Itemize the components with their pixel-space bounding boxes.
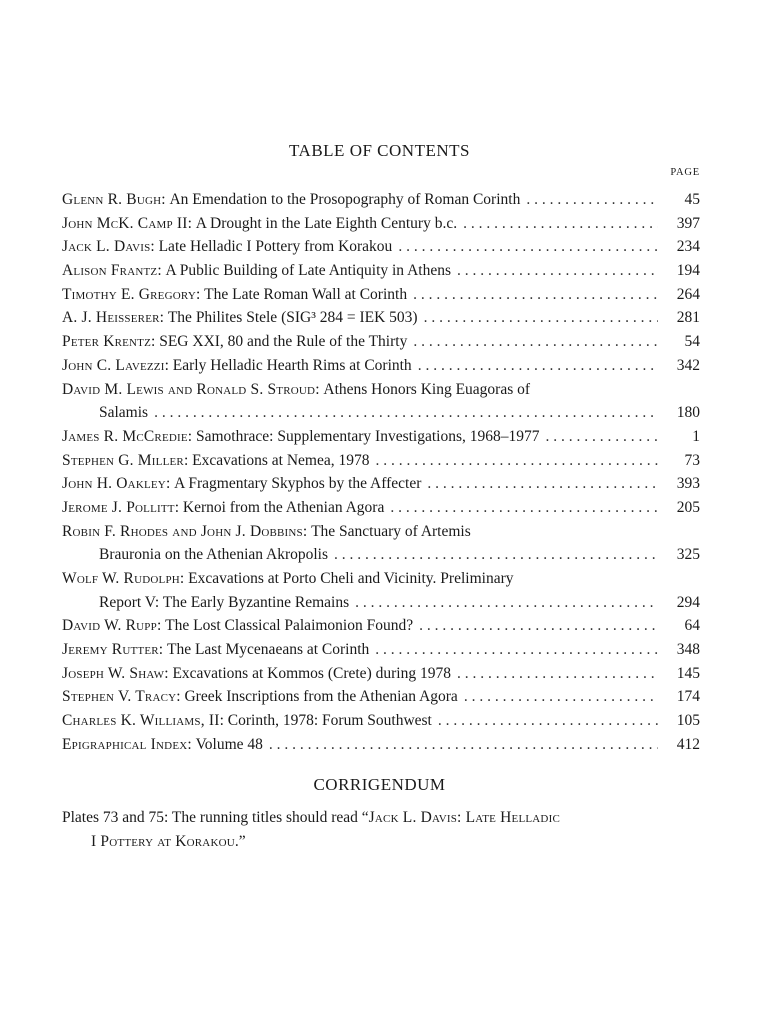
toc-entry-title: Kernoi from the Athenian Agora	[182, 498, 385, 516]
toc-entry-author: John McK. Camp II	[62, 214, 188, 232]
toc-entry-list	[62, 188, 700, 757]
toc-entry-separator: :	[150, 238, 159, 256]
toc-entry-page-number: 1	[692, 427, 700, 445]
toc-entry-line	[62, 425, 700, 449]
corrigendum-suffix: .”	[234, 832, 246, 850]
toc-entry-page-number: 64	[684, 617, 700, 635]
dot-leader	[438, 709, 658, 733]
dot-leader	[398, 235, 658, 259]
toc-entry-page-number: 294	[676, 593, 700, 611]
toc-entry-line	[62, 685, 700, 709]
dot-leader	[413, 283, 658, 307]
toc-entry	[62, 425, 700, 449]
toc-entry-page-number: 54	[684, 333, 700, 351]
dot-leader	[546, 425, 658, 449]
toc-entry-author: Jeremy Rutter	[62, 641, 159, 659]
dot-leader	[457, 259, 658, 283]
toc-entry-author: David W. Rupp	[62, 617, 157, 635]
dot-leader	[413, 330, 658, 354]
corrigendum-heading: CORRIGENDUM	[313, 775, 446, 794]
toc-entry-line	[62, 259, 700, 283]
toc-entry-title: The Late Roman Wall at Corinth	[204, 285, 408, 303]
toc-entry-line	[62, 306, 700, 330]
dot-leader	[418, 354, 658, 378]
toc-entry	[62, 259, 700, 283]
toc-entry-separator: :	[195, 285, 205, 303]
toc-entry-page-number: 325	[676, 546, 700, 564]
toc-entry-separator: :	[174, 498, 183, 516]
toc-entry-separator: :	[164, 356, 173, 374]
toc-entry-title: Excavations at Kommos (Crete) during 1978	[172, 664, 451, 682]
toc-entry-author: Jack L. Davis	[62, 238, 151, 256]
toc-entry	[62, 733, 700, 757]
toc-entry-author: Peter Krentz	[62, 333, 152, 351]
toc-entry-line	[62, 401, 700, 425]
toc-entry-separator: :	[187, 214, 196, 232]
toc-entry-line	[62, 235, 700, 259]
toc-entry-author: Charles K. Williams, II	[62, 712, 220, 730]
toc-entry-page-number: 174	[676, 688, 700, 706]
toc-entry-title: Corinth, 1978: Forum Southwest	[227, 712, 432, 730]
toc-entry-title: Athens Honors King Euagoras of	[323, 380, 531, 398]
toc-entry-author: John H. Oakley	[62, 475, 166, 493]
toc-entry-separator: :	[158, 641, 167, 659]
toc-entry-author: Wolf W. Rudolph	[62, 570, 180, 587]
toc-entry-separator: :	[165, 475, 175, 493]
toc-entry-title: SEG XXI, 80 and the Rule of the Thirty	[159, 333, 408, 351]
toc-entry-page-number: 348	[676, 641, 700, 659]
toc-entry	[62, 496, 700, 520]
dot-leader	[269, 733, 658, 757]
toc-entry-author: Alison Frantz	[62, 262, 158, 280]
toc-entry-title: The Philites Stele (SIG³ 284 = IEK 503)	[167, 309, 418, 327]
toc-entry-title: Late Helladic I Pottery from Korakou	[158, 238, 393, 256]
toc-entry	[62, 472, 700, 496]
page-column-label: PAGE	[670, 167, 700, 178]
toc-entry-title: Greek Inscriptions from the Athenian Agora	[184, 688, 458, 706]
toc-entry-page-number: 412	[676, 735, 700, 753]
toc-entry-separator: :	[164, 664, 173, 682]
toc-entry-author: John C. Lavezzi	[62, 356, 165, 374]
toc-entry	[62, 212, 700, 236]
toc-entry	[62, 614, 700, 638]
dot-leader	[154, 401, 658, 425]
toc-entry-page-number: 234	[676, 238, 700, 256]
toc-entry-author: James R. McCredie	[62, 427, 188, 445]
toc-entry-title: Brauronia on the Athenian Akropolis	[99, 546, 329, 564]
toc-entry-title: Excavations at Nemea, 1978	[192, 451, 370, 469]
toc-entry-title: The Lost Classical Palaimonion Found?	[165, 617, 414, 635]
toc-entry-separator: :	[183, 451, 193, 469]
toc-entry-separator: :	[156, 617, 166, 635]
toc-entry-page-number: 105	[676, 712, 700, 730]
toc-entry-separator: :	[179, 570, 189, 587]
toc-entry-page-number: 397	[676, 214, 700, 232]
toc-entry-page-number: 205	[676, 498, 700, 516]
toc-entry-separator: :	[176, 688, 185, 706]
toc-entry-page-number: 281	[676, 309, 700, 327]
toc-entry-author: Stephen G. Miller	[62, 451, 184, 469]
toc-entry-author: Epigraphical Index	[62, 735, 188, 753]
toc-entry-title: A Public Building of Late Antiquity in Athens	[165, 262, 451, 280]
toc-entry-line	[62, 472, 700, 496]
toc-entry-separator: :	[187, 427, 196, 445]
toc-entry-title: Excavations at Porto Cheli and Vicinity. Preliminary	[188, 570, 514, 587]
toc-entry-page-number: 342	[676, 356, 700, 374]
toc-entry-page-number: 194	[676, 262, 700, 280]
toc-entry-line	[62, 283, 700, 307]
toc-entry-separator: :	[187, 735, 196, 753]
toc-entry-author: Timothy E. Gregory	[62, 285, 196, 303]
toc-entry-separator: :	[159, 309, 168, 327]
toc-entry-line	[62, 638, 700, 662]
toc-entry-title: The Last Mycenaeans at Corinth	[166, 641, 370, 659]
toc-entry	[62, 235, 700, 259]
toc-entry	[62, 306, 700, 330]
toc-entry	[62, 378, 700, 425]
toc-entry	[62, 638, 700, 662]
toc-entry-page-number: 73	[684, 451, 700, 469]
toc-entry-line	[62, 709, 700, 733]
toc-entry	[62, 567, 700, 614]
toc-entry-author: Joseph W. Shaw	[62, 664, 165, 682]
corrigendum-running-title-part1: Jack L. Davis: Late Helladic	[368, 809, 560, 826]
toc-entry-separator: :	[219, 712, 228, 730]
toc-entry-line	[62, 354, 700, 378]
dot-leader	[334, 543, 658, 567]
toc-entry-line	[62, 520, 700, 544]
toc-entry-author: Glenn R. Bugh	[62, 191, 162, 208]
toc-entry-author: Stephen V. Tracy	[62, 688, 177, 706]
toc-entry-line	[62, 330, 700, 354]
toc-entry-title: Report V: The Early Byzantine Remains	[99, 593, 350, 611]
toc-entry-author: A. J. Heisserer	[62, 309, 160, 327]
toc-entry	[62, 283, 700, 307]
toc-entry	[62, 354, 700, 378]
corrigendum-prefix: Plates 73 and 75: The running titles should read “	[62, 809, 369, 826]
toc-entry-separator: :	[151, 333, 160, 351]
toc-entry-title: An Emendation to the Prosopography of Roman Corinth	[169, 191, 521, 208]
toc-entry-author: Jerome J. Pollitt	[62, 498, 175, 516]
dot-leader	[390, 496, 658, 520]
toc-entry-page-number: 393	[676, 475, 700, 493]
dot-leader	[424, 306, 658, 330]
toc-entry	[62, 520, 700, 567]
toc-entry	[62, 662, 700, 686]
toc-entry-title: Samothrace: Supplementary Investigations, 1968–1977	[195, 427, 540, 445]
toc-entry-line	[62, 188, 700, 212]
dot-leader	[464, 685, 658, 709]
toc-entry-line	[62, 662, 700, 686]
dot-leader	[355, 591, 658, 615]
toc-entry	[62, 709, 700, 733]
dot-leader	[463, 212, 658, 236]
toc-entry-line	[62, 496, 700, 520]
toc-entry-title: A Fragmentary Skyphos by the Affecter	[174, 475, 422, 493]
dot-leader	[427, 472, 658, 496]
toc-entry-page-number: 45	[684, 191, 700, 208]
corrigendum-running-title-part2: I Pottery at Korakou	[91, 832, 235, 850]
toc-entry-author: Robin F. Rhodes and John J. Dobbins	[62, 522, 303, 540]
toc-entry-title: Early Helladic Hearth Rims at Corinth	[172, 356, 412, 374]
dot-leader	[526, 188, 658, 212]
toc-entry	[62, 330, 700, 354]
dot-leader	[457, 662, 658, 686]
toc-entry-page-number: 264	[676, 285, 700, 303]
toc-entry-separator: :	[161, 191, 170, 208]
toc-entry-title: The Sanctuary of Artemis	[311, 522, 471, 540]
toc-entry-separator: :	[302, 522, 312, 540]
dot-leader	[375, 638, 658, 662]
toc-entry-page-number: 145	[676, 664, 700, 682]
toc-entry-line	[62, 449, 700, 473]
toc-entry-line	[62, 614, 700, 638]
toc-entry-author: David M. Lewis and Ronald S. Stroud	[62, 380, 316, 398]
toc-entry-title: Salamis	[99, 404, 149, 422]
toc-entry	[62, 685, 700, 709]
toc-entry-title: Volume 48	[195, 735, 263, 753]
toc-entry-line	[62, 378, 700, 402]
toc-entry-title: A Drought in the Late Eighth Century b.c.	[195, 214, 458, 232]
dot-leader	[419, 614, 658, 638]
toc-entry-separator: :	[315, 380, 324, 398]
toc-entry-line	[62, 212, 700, 236]
toc-entry-line	[62, 591, 700, 615]
toc-entry	[62, 449, 700, 473]
corrigendum-text	[62, 806, 702, 853]
toc-entry-line	[62, 733, 700, 757]
toc-entry-line	[62, 567, 700, 591]
toc-heading: TABLE OF CONTENTS	[289, 141, 470, 160]
toc-entry-page-number: 180	[676, 404, 700, 422]
toc-entry-separator: :	[157, 262, 166, 280]
dot-leader	[375, 449, 658, 473]
toc-entry	[62, 188, 700, 212]
toc-entry-line	[62, 543, 700, 567]
